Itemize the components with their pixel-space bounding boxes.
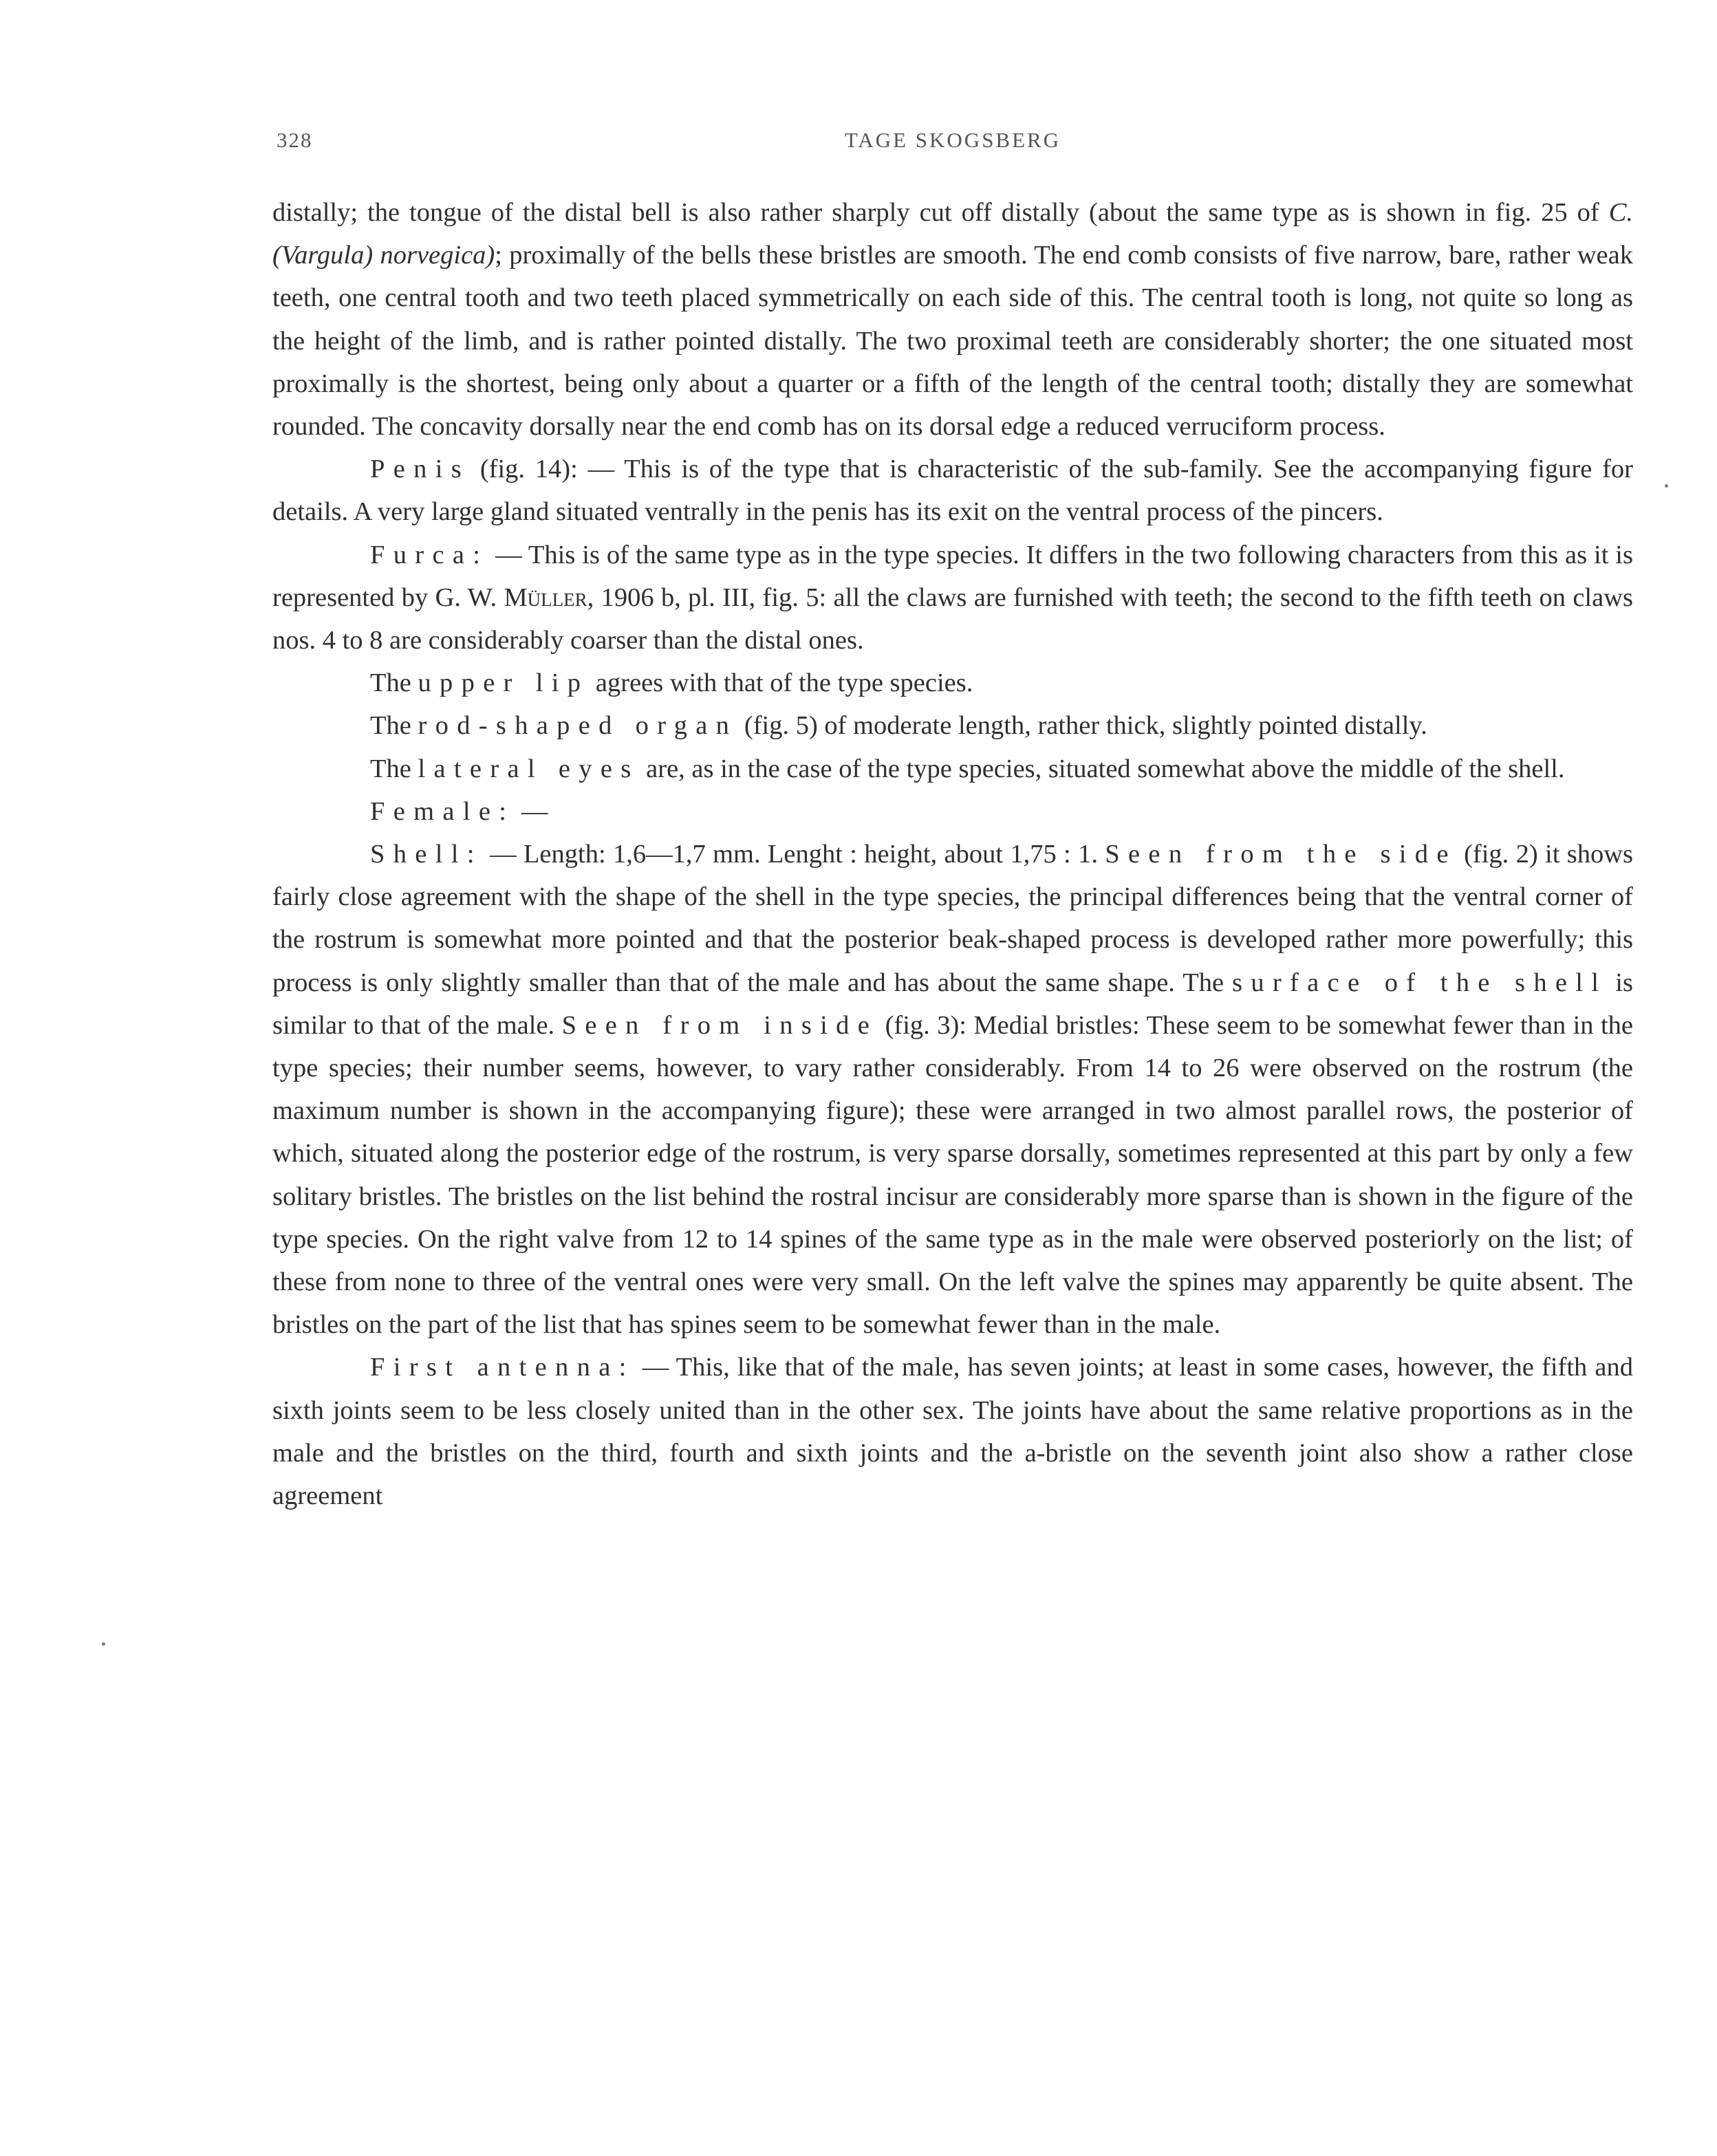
margin-mark-right [1665,484,1668,488]
section-term-upper-lip: upper lip [418,668,590,698]
body-text [272,191,1633,1517]
section-term-first-antenna: First antenna: [370,1353,635,1382]
author-name: Müller [504,582,587,612]
section-term-seen-from-side: Seen from the side [1105,840,1457,869]
page-number: 328 [277,128,313,152]
paragraph-shell: Shell: — Length: 1,6—1,7 mm. Lenght : height, about 1,75 : 1. Seen from the side (fig. 2) it shows fairly close agreement with the shape of the shell in the type species, the principal differences being that the ventral corner of the rostrum is somewhat more pointed and that the posterior beak-shaped process is developed rather more powerfully; this process is only slightly smaller than that of the male and has about the same shape. The surface of the shell is similar to that of the male. Seen from inside (fig. 3): Medial bristles: These seem to be somewhat fewer than in the type species; their number seems, however, to vary rather considerably. From 14 to 26 were observed on the rostrum (the maximum number is shown in the accompanying figure); these were arranged in two almost parallel rows, the posterior of which, situated along the posterior edge of the rostrum, is very sparse dorsally, sometimes represented at this part by only a few solitary bristles. The bristles on the list behind the rostral incisur are considerably more sparse than is shown in the figure of the type species. On the right valve from 12 to 14 spines of the same type as in the male were observed posteriorly on the list; of these from none to three of the ventral ones were very small. On the left valve the spines may apparently be quite absent. The bristles on the part of the list that has spines seem to be somewhat fewer than in the male. [272,840,1633,1340]
paragraph-upper-lip: The upper lip agrees with that of the type species. [370,668,973,698]
running-title: TAGE SKOGSBERG [844,128,1061,152]
section-term-penis: Penis [370,455,471,484]
section-term-furca: Furca: [370,540,489,569]
paragraph-maxilla-continuation: distally; the tongue of the distal bell is also rather sharply cut off distally (about the same type as is shown in fig. 25 of C. (Vargula) norvegica); proximally of the bells these bristles are smooth. The end comb consists of five narrow, bare, rather weak teeth, one central tooth and two teeth placed symmetrically on each side of this. The central tooth is long, not quite so long as the height of the limb, and is rather pointed distally. The two proximal teeth are considerably shorter; the one situated most proximally is the shortest, being only about a quarter or a fifth of the length of the central tooth; distally they are somewhat rounded. The concavity dorsally near the end comb has on its dorsal edge a reduced verruciform process. [272,198,1633,442]
section-term-seen-from-inside: Seen from inside [561,1010,878,1040]
paragraph-female-heading: Female: — [370,796,548,826]
page [272,128,1634,1511]
margin-mark-left [102,1642,105,1646]
paragraph-first-antenna: First antenna: — This, like that of the male, has seven joints; at least in some cases, however, the fifth and sixth joints seem to be less closely united than in the other sex. The joints have about the same relative proportions as in the male and the bristles on the third, fourth and sixth joints and the a-bristle on the seventh joint also show a rather close agreement [272,1353,1633,1511]
running-head [272,128,1633,155]
section-term-surface-of-shell: surface of the shell [1232,968,1608,997]
section-term-rod-shaped-organ: rod-shaped organ [418,711,738,741]
section-term-female: Female: [370,796,515,826]
paragraph-rod-shaped-organ: The rod-shaped organ (fig. 5) of moderate length, rather thick, slightly pointed distally. [370,711,1427,741]
paragraph-penis: Penis (fig. 14): — This is of the type that is characteristic of the sub-family. See the accompanying figure for details. A very large gland situated ventrally in the penis has its exit on the ventral process of the pincers. [272,455,1633,527]
paragraph-furca: Furca: — This is of the same type as in the type species. It differs in the two following characters from this as it is represented by G. W. Müller, 1906 b, pl. III, fig. 5: all the claws are furnished with teeth; the second to the fifth teeth on claws nos. 4 to 8 are considerably coarser than the distal ones. [272,540,1634,655]
paragraph-lateral-eyes: The lateral eyes are, as in the case of the type species, situated somewhat above the middle of the shell. [370,754,1565,783]
species-citation: C. (Vargula) norvegica) [272,198,1633,270]
section-term-lateral-eyes: lateral eyes [418,754,640,783]
section-term-shell: Shell: [370,840,483,869]
